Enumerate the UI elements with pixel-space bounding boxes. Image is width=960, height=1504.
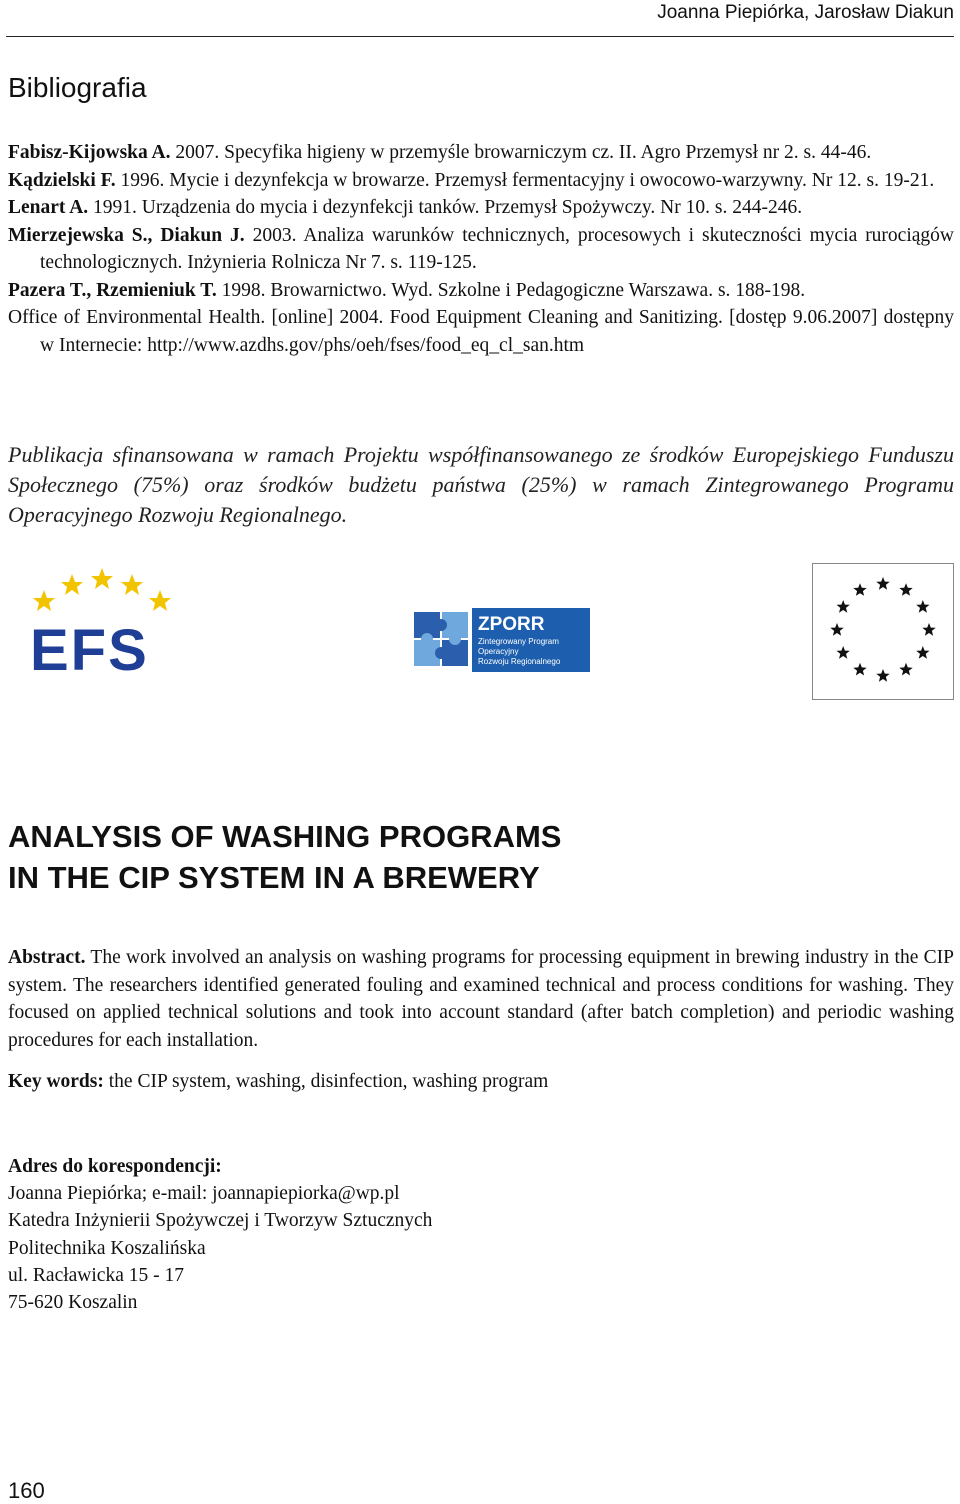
star-icon (916, 600, 929, 613)
header-rule (6, 36, 954, 37)
funding-note: Publikacja sfinansowana w ramach Projektu współfinansowanego ze środków Europejskiego Funduszu Społecznego (75%) oraz środków budżetu państwa (25%) w ramach Zintegrowanego Programu Operacyjnego Rozwoju Regionalnego. (8, 442, 954, 527)
star-icon (922, 623, 935, 636)
article-title-en (8, 816, 561, 898)
keywords-label: Key words: (8, 1071, 104, 1092)
reference-author: Mierzejewska S., Diakun J. (8, 224, 245, 246)
reference-item (8, 222, 954, 277)
address-label: Adres do korespondencji: (8, 1156, 222, 1177)
reference-author: Kądzielski F. (8, 169, 116, 191)
zporr-title: ZPORR (478, 614, 545, 635)
star-icon (33, 568, 171, 611)
bibliography-title: Bibliografia (8, 72, 147, 103)
reference-text: 1998. Browarnictwo. Wyd. Szkolne i Pedagogiczne Warszawa. s. 188-198. (216, 279, 806, 301)
star-icon (876, 577, 889, 590)
abstract (8, 944, 954, 1054)
address-line: ul. Racławicka 15 - 17 (8, 1264, 184, 1286)
star-icon (830, 623, 843, 636)
title-line: IN THE CIP SYSTEM IN A BREWERY (8, 860, 540, 895)
efs-text: EFS (30, 618, 149, 678)
reference-item (8, 304, 954, 359)
keywords (8, 1068, 954, 1095)
star-icon (899, 583, 912, 596)
keywords-text: the CIP system, washing, disinfection, washing program (103, 1071, 549, 1092)
reference-item (8, 194, 954, 222)
reference-author: Lenart A. (8, 197, 89, 218)
star-icon (899, 663, 912, 676)
star-icon (916, 646, 929, 659)
reference-item (8, 277, 954, 305)
efs-logo (24, 566, 210, 678)
running-head: Joanna Piepiórka, Jarosław Diakun (657, 2, 954, 23)
abstract-text: The work involved an analysis on washing programs for processing equipment in brewing industry in the CIP system. The researchers identified generated fouling and examined technical and process conditions for washing. They focused on applied technical solutions and took into account standard (after batch completion) and periodic washing procedures for each installation. (8, 947, 954, 1051)
star-icon (837, 600, 850, 613)
zporr-subtitle-line: Rozwoju Regionalnego (478, 657, 561, 666)
star-icon (853, 663, 866, 676)
correspondence-address (8, 1153, 432, 1316)
bibliography-list (8, 139, 954, 359)
zporr-subtitle-line: Operacyjny (478, 647, 519, 656)
star-icon (853, 583, 866, 596)
reference-text: 2003. Analiza warunków technicznych, procesowych i skuteczności mycia rurociągów technologicznych. Inżynieria Rolnicza Nr 7. s. 119-125. (40, 224, 954, 273)
reference-author: Pazera T., Rzemieniuk T. (8, 279, 217, 301)
page-number: 160 (8, 1478, 45, 1503)
reference-text: 1991. Urządzenia do mycia i dezynfekcji tanków. Przemysł Spożywczy. Nr 10. s. 244-246. (88, 197, 803, 218)
address-line: Politechnika Koszalińska (8, 1237, 206, 1259)
reference-text: 2007. Specyfika higieny w przemyśle browarniczym cz. II. Agro Przemysł nr 2. s. 44-46. (170, 142, 872, 163)
zporr-subtitle-line: Zintegrowany Program (478, 637, 559, 646)
star-ring-icon (813, 564, 953, 699)
address-line: 75-620 Koszalin (8, 1292, 138, 1314)
address-line: Joanna Piepiórka; e-mail: joannapiepiorka@wp.pl (8, 1183, 400, 1205)
puzzle-icon (414, 612, 468, 666)
reference-item (8, 167, 954, 195)
zporr-logo (412, 606, 592, 674)
star-icon (876, 669, 889, 682)
reference-item (8, 139, 954, 167)
reference-text: Office of Environmental Health. [online] 2004. Food Equipment Cleaning and Sanitizing. [dostęp 9.06.2007] dostępny w Internecie: http://www.azdhs.gov/phs/oeh/fses/food_eq_cl_san.htm (8, 307, 954, 356)
title-line: ANALYSIS OF WASHING PROGRAMS (8, 819, 562, 854)
star-icon (837, 646, 850, 659)
reference-author: Fabisz-Kijowska A. (8, 142, 171, 163)
address-line: Katedra Inżynierii Spożywczej i Tworzyw Sztucznych (8, 1210, 433, 1232)
abstract-label: Abstract. (8, 947, 86, 968)
eu-flag-logo (812, 563, 954, 700)
reference-text: 1996. Mycie i dezynfekcja w browarze. Przemysł fermentacyjny i owocowo-warzywny. Nr 12. s. 19-21. (115, 169, 935, 191)
